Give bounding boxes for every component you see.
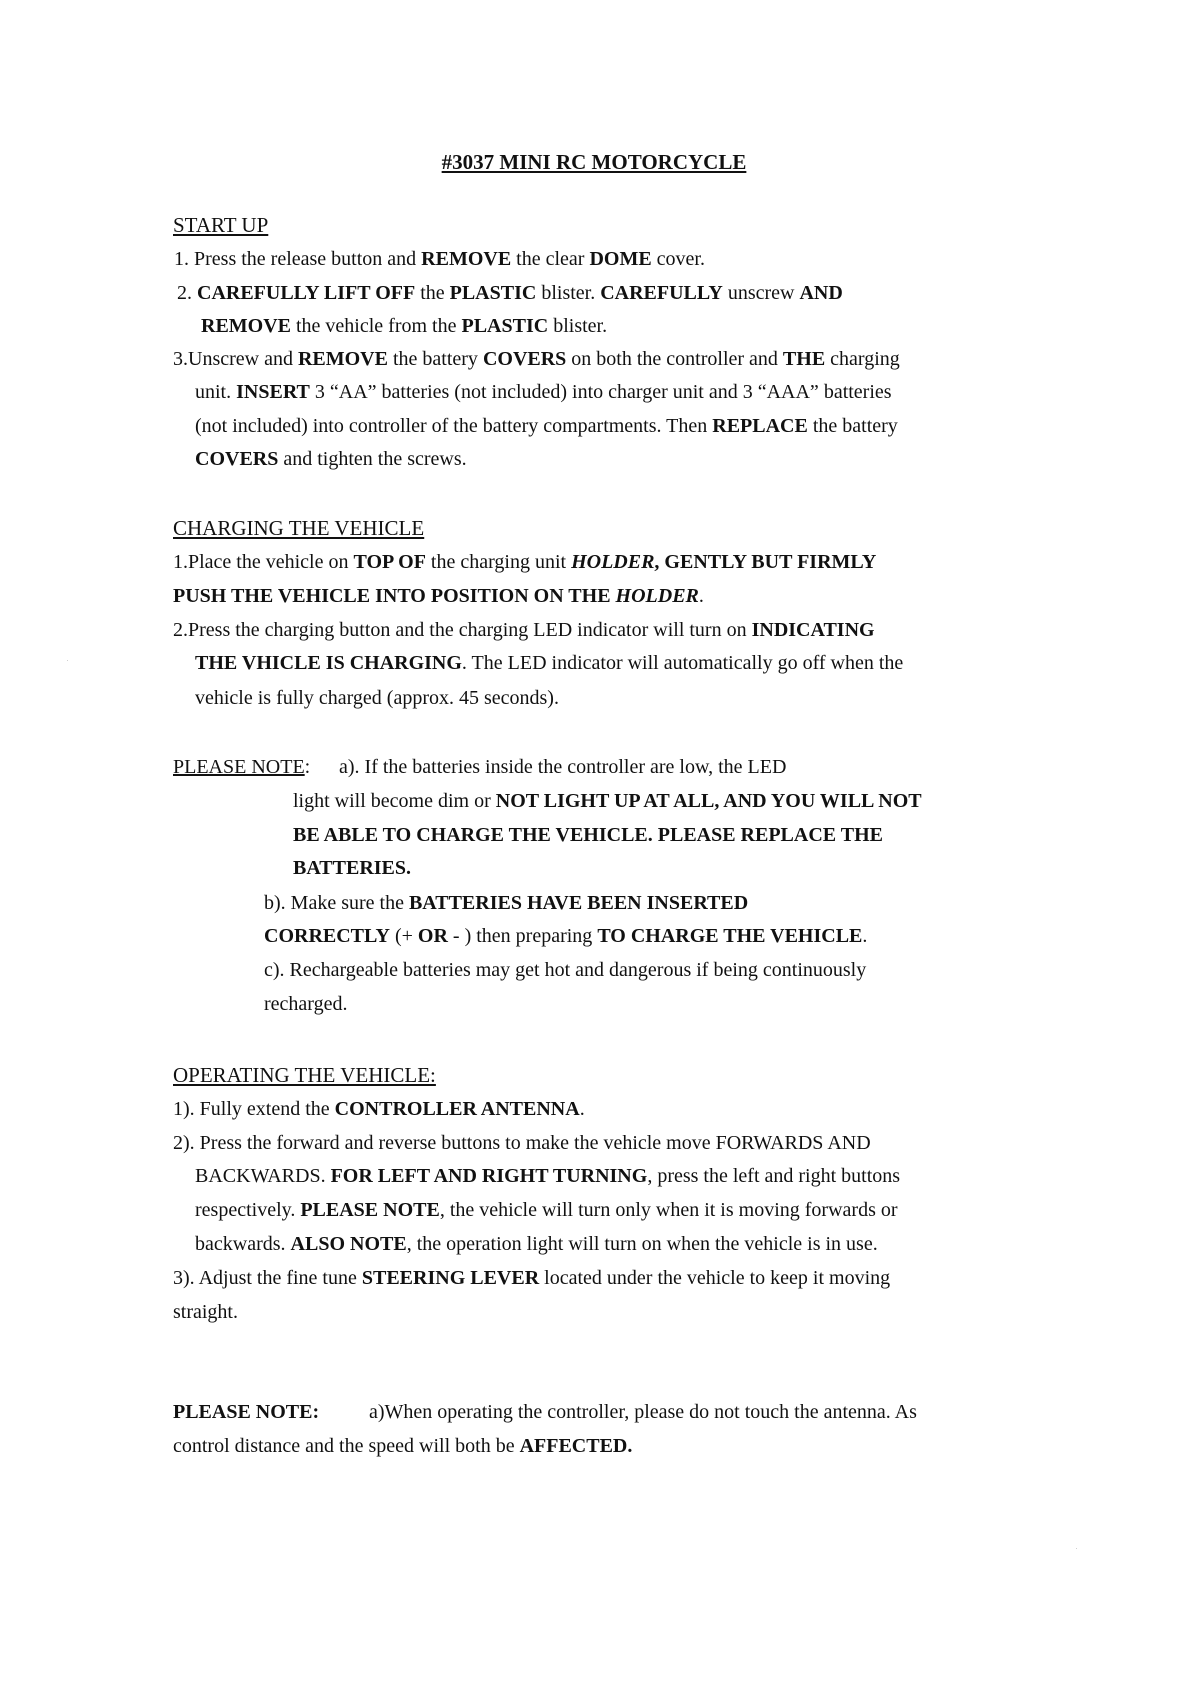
operating-line-5 <box>195 1231 878 1257</box>
text-run: backwards. <box>195 1233 291 1255</box>
note2-line-1 <box>369 1399 917 1425</box>
text-run: unscrew <box>722 282 800 304</box>
text-run: BE ABLE TO CHARGE THE VEHICLE. PLEASE REPLACE THE <box>293 824 883 846</box>
note-line-b <box>264 890 748 916</box>
operating-line-7 <box>173 1299 238 1325</box>
note-line-a-cont-1 <box>293 788 922 814</box>
note-line-c-cont <box>264 991 347 1017</box>
operating-line-6 <box>173 1265 890 1291</box>
text-run: PLASTIC <box>461 315 549 337</box>
text-run: OR <box>417 925 448 947</box>
operating-line-2 <box>173 1130 871 1156</box>
note2-line-2 <box>173 1433 632 1459</box>
list-number: 1). <box>173 1098 200 1120</box>
text-run: BATTERIES. <box>293 857 412 879</box>
section-heading-charging: CHARGING THE VEHICLE <box>173 516 425 540</box>
text-run: . The LED indicator will automatically go off when the <box>461 652 904 674</box>
start-up-line-6 <box>195 413 898 439</box>
note-line-a-cont-2 <box>293 822 883 848</box>
text-run: the battery <box>387 348 483 370</box>
text-run: on both the controller and <box>566 348 783 370</box>
text-run: Place the vehicle on <box>188 551 354 573</box>
start-up-line-2 <box>177 280 843 306</box>
text-run: the clear <box>511 248 590 270</box>
text-run: the <box>415 282 450 304</box>
text-run: . <box>698 585 704 607</box>
text-run: CONTROLLER ANTENNA <box>334 1098 580 1120</box>
start-up-line-5 <box>195 379 892 405</box>
list-number: 2. <box>173 619 188 641</box>
text-run: located under the vehicle to keep it moving <box>539 1267 891 1289</box>
text-run: blister. <box>536 282 601 304</box>
section-heading-operating: OPERATING THE VEHICLE: <box>173 1063 436 1087</box>
text-run: BATTERIES HAVE BEEN INSERTED <box>408 892 749 914</box>
note2-label: PLEASE NOTE: <box>173 1401 320 1423</box>
charging-line-3 <box>173 617 875 643</box>
text-run: Unscrew and <box>188 348 298 370</box>
operating-line-3 <box>195 1163 900 1189</box>
text-run: COVERS <box>482 348 567 370</box>
note-line-c <box>264 957 866 983</box>
list-number: 2). <box>173 1132 200 1154</box>
text-run: PLEASE NOTE <box>300 1199 440 1221</box>
charging-line-4 <box>195 650 903 676</box>
text-run: c). Rechargeable batteries may get hot and dangerous if being continuously <box>264 959 867 981</box>
text-run: (+ <box>389 925 418 947</box>
text-run: cover. <box>651 248 705 270</box>
note-line-a <box>339 754 786 780</box>
text-run: FOR LEFT AND RIGHT TURNING <box>330 1165 648 1187</box>
text-run: REMOVE <box>421 248 512 270</box>
text-run: COVERS <box>195 448 279 470</box>
start-up-line-7 <box>195 446 467 472</box>
operating-line-4 <box>195 1197 898 1223</box>
list-number: 2. <box>177 282 197 304</box>
text-run: CAREFULLY LIFT OFF <box>197 282 416 304</box>
text-run: DOME <box>589 248 652 270</box>
text-run: (not included) into controller of the battery compartments. Then <box>195 415 713 437</box>
text-run: , press the left and right buttons <box>647 1165 901 1187</box>
text-run: charging <box>825 348 900 370</box>
text-run: blister. <box>548 315 608 337</box>
text-run: straight. <box>173 1301 238 1323</box>
text-run: GENTLY BUT FIRMLY <box>664 551 877 573</box>
charging-line-2 <box>173 583 704 609</box>
note-line-a-cont-3 <box>293 855 411 881</box>
text-run: light will become dim or <box>293 790 496 812</box>
list-number: 3. <box>173 348 188 370</box>
start-up-line-1 <box>174 246 705 272</box>
text-run: . <box>579 1098 585 1120</box>
operating-line-1 <box>173 1096 585 1122</box>
text-run: TOP OF <box>353 551 426 573</box>
text-run: respectively. <box>195 1199 301 1221</box>
text-run: the vehicle from the <box>291 315 462 337</box>
scan-speck <box>1076 1548 1077 1549</box>
text-run: CAREFULLY <box>600 282 723 304</box>
text-run: CORRECTLY <box>264 925 390 947</box>
text-run: ALSO NOTE <box>290 1233 407 1255</box>
text-run: STEERING LEVER <box>361 1267 540 1289</box>
text-run: , the vehicle will turn only when it is moving forwards or <box>439 1199 898 1221</box>
note-label: PLEASE NOTE: <box>173 756 311 778</box>
text-run: , the operation light will turn on when the vehicle is in use. <box>406 1233 878 1255</box>
start-up-line-4 <box>173 346 900 372</box>
text-run: HOLDER <box>615 585 699 607</box>
document-title: #3037 MINI RC MOTORCYCLE <box>441 150 747 174</box>
text-run: NOT LIGHT UP AT ALL, AND YOU WILL NOT <box>495 790 922 812</box>
text-run: recharged. <box>264 993 348 1015</box>
text-run: - ) then preparing <box>447 925 598 947</box>
text-run: AFFECTED. <box>519 1435 633 1457</box>
text-run: , <box>654 551 665 573</box>
text-run: a). If the batteries inside the controller are low, the LED <box>339 756 787 778</box>
text-run: INSERT <box>236 381 310 403</box>
text-run: the battery <box>807 415 898 437</box>
text-run: unit. <box>195 381 237 403</box>
text-run: REMOVE <box>201 315 291 337</box>
text-run: Press the release button and <box>194 248 422 270</box>
text-run: HOLDER <box>571 551 655 573</box>
text-run: b). Make sure the <box>264 892 409 914</box>
text-run: THE <box>782 348 826 370</box>
text-run: INDICATING <box>751 619 875 641</box>
charging-line-1 <box>173 549 876 575</box>
text-run: vehicle is fully charged (approx. 45 seconds). <box>195 687 559 709</box>
text-run: TO CHARGE THE VEHICLE <box>597 925 863 947</box>
text-run: Fully extend the <box>199 1098 335 1120</box>
text-run: 3 “AA” batteries (not included) into charger unit and 3 “AAA” batteries <box>309 381 892 403</box>
text-run: control distance and the speed will both be <box>173 1435 520 1457</box>
text-run: PLASTIC <box>449 282 537 304</box>
list-number: 1. <box>174 248 194 270</box>
note-line-b-cont <box>264 923 867 949</box>
charging-line-5 <box>195 685 559 711</box>
text-run: BACKWARDS. <box>195 1165 331 1187</box>
text-run: PUSH THE VEHICLE INTO POSITION ON THE <box>173 585 616 607</box>
text-run: Adjust the fine tune <box>198 1267 362 1289</box>
text-run: Press the forward and reverse buttons to make the vehicle move FORWARDS AND <box>199 1132 871 1154</box>
text-run: REPLACE <box>712 415 808 437</box>
text-run: REMOVE <box>297 348 388 370</box>
text-run: and tighten the screws. <box>278 448 467 470</box>
text-run: THE VHICLE IS CHARGING <box>195 652 462 674</box>
text-run: Press the charging button and the charging LED indicator will turn on <box>188 619 752 641</box>
scan-speck <box>67 660 68 661</box>
text-run: . <box>862 925 868 947</box>
text-run: AND <box>799 282 843 304</box>
list-number: 1. <box>173 551 188 573</box>
text-run: a)When operating the controller, please do not touch the antenna. As <box>369 1401 917 1423</box>
section-heading-start-up: START UP <box>173 213 269 237</box>
text-run: the charging unit <box>425 551 572 573</box>
list-number: 3). <box>173 1267 199 1289</box>
start-up-line-3 <box>201 313 607 339</box>
